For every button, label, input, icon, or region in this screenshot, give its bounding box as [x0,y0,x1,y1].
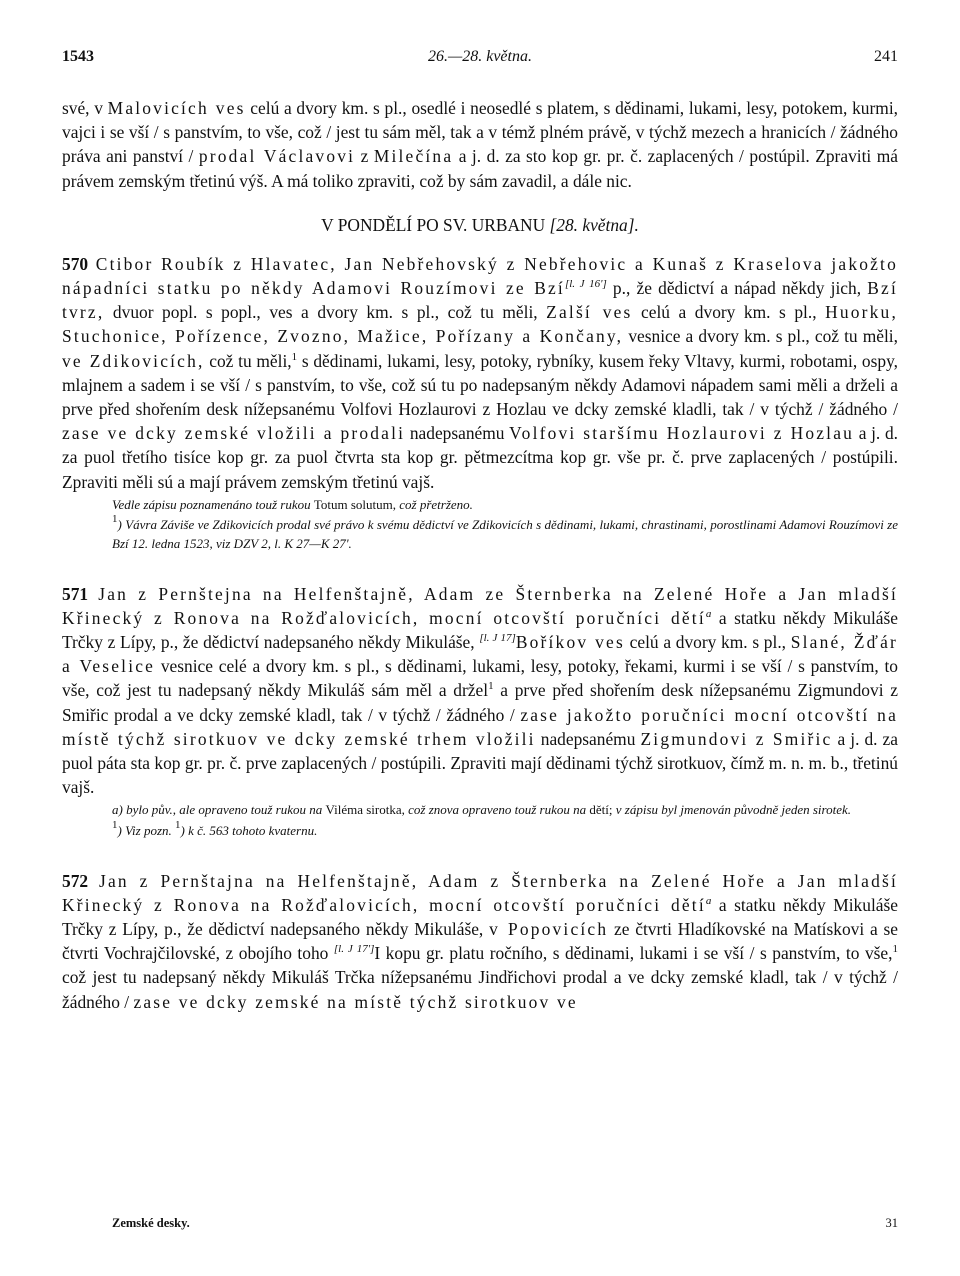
entry-572 [62,869,898,1014]
text-run: a j. d. za sto kop gr. pr. č. zaplacených / postúpil. Zpraviti má právem zemským třetinú výš. A má toliko zpraviti, což by sám zavadil, a dále nic. [62,146,898,191]
section-heading-date: [28. května]. [549,214,639,235]
section-heading [62,215,898,236]
entry-570 [62,252,898,494]
text-run-spaced: ve Zdikovicích, [62,350,205,371]
text-run-spaced: v Popovicích [489,919,609,940]
text-run-spaced: Zigmundovi z Smiřic [640,728,833,749]
text-run-spaced: Volfovi staršímu Hozlaurovi z Hozlau [509,423,855,444]
text-run-spaced: Slané, Žďár a Veselice [62,632,899,677]
text-run: své, v [62,98,108,118]
page-footer [112,1216,898,1234]
spacer [62,554,898,582]
folio-reference: [l. J 17] [479,632,516,645]
text-run-spaced: Huorku, Stuchonice, Pořízence, Zvozno, Mažice, Pořízany a Končany, [62,302,898,347]
text-run: celú a dvory km. s pl., [632,302,826,323]
text-run: a statku někdy Mikuláše Trčky z Lípy, p., že dědictví nadepsaného někdy Mikuláše, [62,607,898,653]
text-run: nadepsanému [535,728,641,749]
footnote-text: ) k č. 563 tohoto kvaternu. [180,823,318,839]
folio-reference: [l. J 16'] [564,278,607,291]
text-run: celú a dvory km. s pl., osedlé i neosedlé s platem, s dědinami, lukami, lesy, potokem, kurmi, vajci i se vší / s panstvím, to vše, což / jest tu sám měl, tak a v témž plném právě, v týchž mezech a hranicích / žádného práva ani panství / [62,98,898,167]
text-run: a prve před shořením desk nížepsanému [493,680,798,701]
text-run: s dědinami, lukami, lesy, potoky, rybníky, kusem řeky Vltavy, kurmi, robotami, ospy, mlajnem a sadem i se vší / s panstvím, to vše, což sú tu po nadepsaným někdy Adamovi nápadem sami měli a drželi a prve před shořením desk nížepsanému Volfovi Hozlaurovi z Hozlau ve dcky zemské kladli, tak / v týchž / žádného / [62,350,898,420]
footnote-marker: 1 [291,350,298,363]
spacer [62,841,898,869]
entry-number: 572 [62,870,89,891]
footer-signature: Zemské desky. [112,1216,190,1230]
header-year: 1543 [62,48,94,65]
note-text: Totum solutum, [313,496,397,512]
note-text: v zápisu byl jmenován původně jeden sirotek. [615,802,852,818]
entry-number: 570 [62,253,89,274]
header-date: 26.—28. května. [428,48,532,65]
text-run: dvuor popl. s popl., ves a dvory km. s pl., což tu měli, [104,302,547,323]
text-run: vesnice a dvory km. s pl., což tu měli, [623,326,898,347]
text-run: a statku někdy Mikuláše Trčky z Lípy, p., že dědictví nadepsaného někdy Mikuláše, [62,894,898,940]
text-run-spaced: Milečína [373,146,454,167]
note-text: a) bylo pův., ale opraveno touž rukou na [112,802,326,818]
text-run-spaced: zase ve dcky zemské vložili a prodali [62,423,406,444]
note-text: což přetrženo. [396,496,473,512]
text-run: a j. d. za puol páta sta kop gr. pr. č. prve zaplacených / postúpili. Zpraviti mají dědinami týchž sirotkuov, čímž m. n. m. b., třetinú vajš. [62,728,898,798]
text-run: což jest tu nadepsaný někdy Mikuláš Trčka nížepsanému Jindřichovi prodal a ve dcky zemské kladl, tak / v týchž / žádného / [62,967,898,1012]
entry-570-note [62,496,898,515]
text-run: což tu měli, [204,350,292,371]
text-run: ze čtvrti Hladíkovské na Matískovi a se čtvrti Vochrajčilovské, z obojího toho [62,919,898,964]
note-marker: a [705,607,712,620]
note-text: což znova opraveno touž rukou na [408,802,590,818]
text-run-spaced: Zalší ves [546,302,633,323]
text-run-spaced: zase ve dcky zemské na místě týchž sirotkuov ve [133,991,578,1012]
footnote-marker: 1 [112,513,118,526]
footnote-text: ) Vávra Záviše ve Zdikovicích prodal své právo k svému dědictví ve Zdikovicích s dědinami, lukami, chrastinami, porostlinami Adamovi Rouzímovi ze Bzí 12. ledna 1523, viz DZV 2, l. K 27—K 27'. [112,517,898,552]
entry-571 [62,582,898,800]
text-run-spaced: Ctibor Roubík z Hlavatec, Jan Nebřehovský z Nebřehovic a Kunaš z Kraselova jakožto nápadníci statku po někdy Adamovi Rouzímovi ze Bzí [62,253,898,299]
text-run-spaced: Jan z Pernštajna na Helfenštajně, Adam z Šternberka na Zelené Hoře a Jan mladší Křinecký z Ronova na Rožďalovicích, mocní otcovští poručníci dětí [62,870,898,915]
text-run: vesnice celé a dvory km. s pl., s dědinami, lukami, lesy, potoky, řekami, kurmi i se vší / s panstvím, to vše, což jest tu nadepsaný někdy Mikuláš sám měl a držel [62,656,898,701]
footnote-marker: 1 [892,943,898,956]
note-text: Vedle zápisu poznamenáno touž rukou [112,496,314,512]
text-run: p., že dědictví a nápad někdy jich, [606,278,868,299]
text-run-spaced: Boříkov ves [515,632,625,653]
entry-number: 571 [62,583,89,604]
text-run: Zigmundovi z Smiřic prodal a ve dcky zemské kladl, tak / v týchž / žádného / [62,680,898,725]
text-run-spaced: Malovicích ves [107,98,246,118]
text-run: celú a dvory km. s pl., [624,632,791,653]
entry-570-footnote [62,513,898,553]
footnote-marker: 1 [175,819,181,832]
folio-reference: [l. J 17'] [333,943,375,956]
note-text: dětí; [589,802,616,818]
text-run-spaced: Bzí tvrz, [62,278,898,323]
header-page-number: 241 [874,48,898,65]
footnote-marker: 1 [488,680,494,693]
running-header [62,48,898,72]
text-run-spaced: Jan z Pernštejna na Helfenštajně, Adam ze Šternberka na Zelené Hoře a Jan mladší Křinecký z Ronova na Rožďalovicích, mocní otcovští poručníci dětí [62,583,898,628]
text-run: z [355,146,374,167]
text-run-spaced: zase jakožto poručníci mocní otcovští na místě týchž sirotkuov ve dcky zemské trhem vložili [62,704,898,749]
intro-paragraph [62,96,898,193]
note-text: sirotka, [362,802,409,818]
footnote-marker: 1 [112,819,118,832]
footnote-text: ) Viz pozn. [117,823,176,839]
entry-571-note [62,801,898,820]
text-run-spaced: prodal Václavovi [198,146,356,167]
text-run: nadepsanému [405,423,510,444]
note-marker: a [705,894,712,907]
page-body [62,96,898,1014]
footer-sheet-number: 31 [885,1216,898,1230]
section-heading-text: V PONDĚLÍ PO SV. URBANU [321,214,550,235]
note-text: Viléma [325,802,363,818]
text-run: a j. d. za puol třetího tisíce kop gr. za puol čtvrta sta kop gr. pětmezcítma kop gr. vše pr. č. prve zaplacených / postúpili. Zpraviti měli sú a mají právem zemským třetinú vajš. [62,423,898,492]
text-run: I kopu gr. platu ročního, s dědinami, lukami i se vší / s panstvím, to vše, [374,943,893,964]
entry-571-footnote [62,819,898,841]
